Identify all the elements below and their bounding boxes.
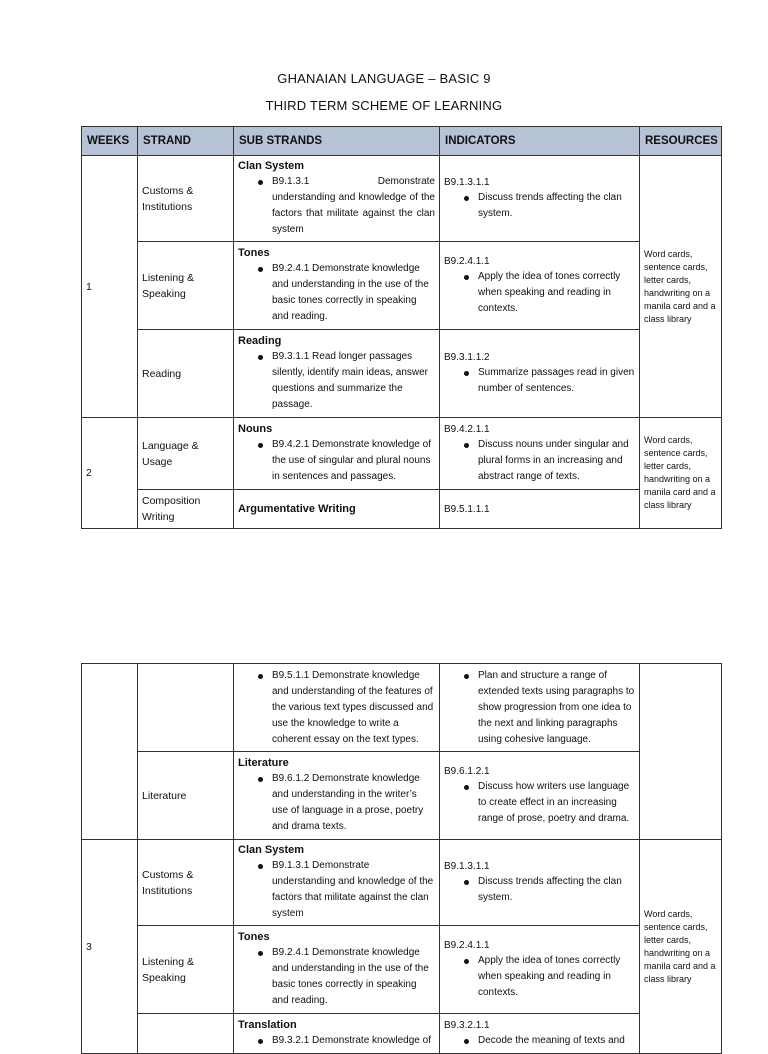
strand-cell: Literature [138, 752, 234, 840]
sub-strand-title: Reading [238, 335, 282, 347]
indicator-code: B9.3.1.1.2 [444, 352, 490, 363]
sub-strand-title: Clan System [238, 844, 305, 856]
strand-cell: Customs & Institutions [138, 840, 234, 926]
indicator-code: B9.1.3.1.1 [444, 177, 490, 188]
sub-strand-text: B9.6.1.2 Demonstrate knowledge and understanding in the writer’s use of language in a prose, poetry and drama texts. [238, 771, 435, 835]
indicator-code: B9.2.4.1.1 [444, 940, 490, 951]
indicator-cell [440, 490, 640, 529]
indicator-code: B9.6.1.2.1 [444, 766, 490, 777]
indicator-code: B9.2.4.1.1 [444, 256, 490, 267]
indicator-text: Discuss nouns under singular and plural forms in an increasing and abstract range of texts. [444, 437, 635, 485]
column-header-strand: STRAND [138, 127, 234, 156]
table-row [82, 490, 722, 529]
indicator-cell [440, 242, 640, 330]
indicator-code: B9.1.3.1.1 [444, 861, 490, 872]
indicator-code: B9.5.1.1.1 [444, 503, 490, 515]
sub-strand-text: B9.3.2.1 Demonstrate knowledge of [238, 1033, 435, 1049]
table-header-row [82, 127, 722, 156]
sub-strand-cell [234, 242, 440, 330]
table-row [82, 330, 722, 418]
sub-strand-title: Tones [238, 931, 270, 943]
indicator-cell [440, 752, 640, 840]
indicator-text: Discuss trends affecting the clan system. [444, 190, 635, 222]
sub-strand-title: Literature [238, 757, 289, 769]
indicator-text: Discuss how writers use language to create effect in an increasing range of prose, poetry and drama. [444, 779, 635, 827]
sub-strand-text: B9.4.2.1 Demonstrate knowledge of the use of singular and plural nouns in sentences and passages. [238, 437, 435, 485]
indicator-cell [440, 330, 640, 418]
document-title: GHANAIAN LANGUAGE – BASIC 9 [277, 71, 491, 86]
table-row [82, 752, 722, 840]
column-header-weeks: WEEKS [82, 127, 138, 156]
sub-strand-cell [234, 156, 440, 242]
indicator-cell [440, 840, 640, 926]
indicator-code: B9.3.2.1.1 [444, 1020, 490, 1031]
indicator-cell [440, 156, 640, 242]
scheme-table-page-1 [81, 126, 722, 529]
sub-strand-text: B9.1.3.1 Demonstrate understanding and knowledge of the factors that militate against the clan system [238, 858, 435, 922]
indicator-cell [440, 664, 640, 752]
sub-strand-cell [234, 1014, 440, 1054]
table-row [82, 664, 722, 752]
sub-strand-title: Clan System [238, 160, 305, 172]
sub-strand-cell [234, 418, 440, 490]
sub-strand-cell [234, 664, 440, 752]
column-header-sub-strands: SUB STRANDS [234, 127, 440, 156]
column-header-resources: RESOURCES [640, 127, 722, 156]
column-header-indicators: INDICATORS [440, 127, 640, 156]
strand-cell: Reading [138, 330, 234, 418]
strand-cell: Customs & Institutions [138, 156, 234, 242]
resources-cell: Word cards, sentence cards, letter cards, handwriting on a manila card and a class library [640, 156, 722, 418]
indicator-text: Decode the meaning of texts and [444, 1033, 635, 1049]
strand-cell [138, 1014, 234, 1054]
strand-cell: Listening & Speaking [138, 242, 234, 330]
table-row [82, 242, 722, 330]
week-cell [82, 664, 138, 840]
sub-strand-cell [234, 840, 440, 926]
strand-cell: Listening & Speaking [138, 926, 234, 1014]
table-row [82, 418, 722, 490]
indicator-text: Discuss trends affecting the clan system. [444, 874, 635, 906]
sub-strand-title: Tones [238, 247, 270, 259]
scheme-table-page-2 [81, 663, 722, 1054]
indicator-cell [440, 1014, 640, 1054]
resources-cell: Word cards, sentence cards, letter cards, handwriting on a manila card and a class library [640, 840, 722, 1054]
sub-strand-text: B9.1.3.1 Demonstrate understanding and knowledge of the factors that militate against the clan system [238, 174, 435, 238]
document-subtitle: THIRD TERM SCHEME OF LEARNING [265, 98, 503, 113]
week-cell: 1 [82, 156, 138, 418]
sub-strand-text: B9.2.4.1 Demonstrate knowledge and understanding in the use of the basic tones correctly in speaking and reading. [238, 261, 435, 325]
sub-strand-cell [234, 926, 440, 1014]
indicator-text: Apply the idea of tones correctly when speaking and reading in contexts. [444, 953, 635, 1001]
table-row [82, 840, 722, 926]
sub-strand-text: B9.3.1.1 Read longer passages silently, identify main ideas, answer questions and summarize the passage. [238, 349, 435, 413]
week-cell: 3 [82, 840, 138, 1054]
sub-strand-title: Argumentative Writing [238, 503, 356, 515]
strand-cell: Language & Usage [138, 418, 234, 490]
indicator-cell [440, 418, 640, 490]
resources-cell: Word cards, sentence cards, letter cards, handwriting on a manila card and a class library [640, 418, 722, 529]
strand-cell: Composition Writing [138, 490, 234, 529]
sub-strand-cell [234, 752, 440, 840]
sub-strand-title: Translation [238, 1019, 297, 1031]
indicator-text: Plan and structure a range of extended texts using paragraphs to show progression from one idea to the next and linking paragraphs using cohesive language. [444, 668, 635, 748]
sub-strand-title: Nouns [238, 423, 273, 435]
table-row [82, 926, 722, 1014]
sub-strand-cell [234, 330, 440, 418]
indicator-code: B9.4.2.1.1 [444, 424, 490, 435]
table-row [82, 1014, 722, 1054]
indicator-cell [440, 926, 640, 1014]
week-cell: 2 [82, 418, 138, 529]
sub-strand-text: B9.5.1.1 Demonstrate knowledge and understanding of the features of the various text types discussed and use the knowledge to write a coherent essay on the text types. [238, 668, 435, 748]
strand-cell [138, 664, 234, 752]
sub-strand-cell [234, 490, 440, 529]
sub-strand-text: B9.2.4.1 Demonstrate knowledge and understanding in the use of the basic tones correctly in speaking and reading. [238, 945, 435, 1009]
table-row [82, 156, 722, 242]
resources-cell [640, 664, 722, 840]
indicator-text: Apply the idea of tones correctly when speaking and reading in contexts. [444, 269, 635, 317]
indicator-text: Summarize passages read in given number of sentences. [444, 365, 635, 397]
